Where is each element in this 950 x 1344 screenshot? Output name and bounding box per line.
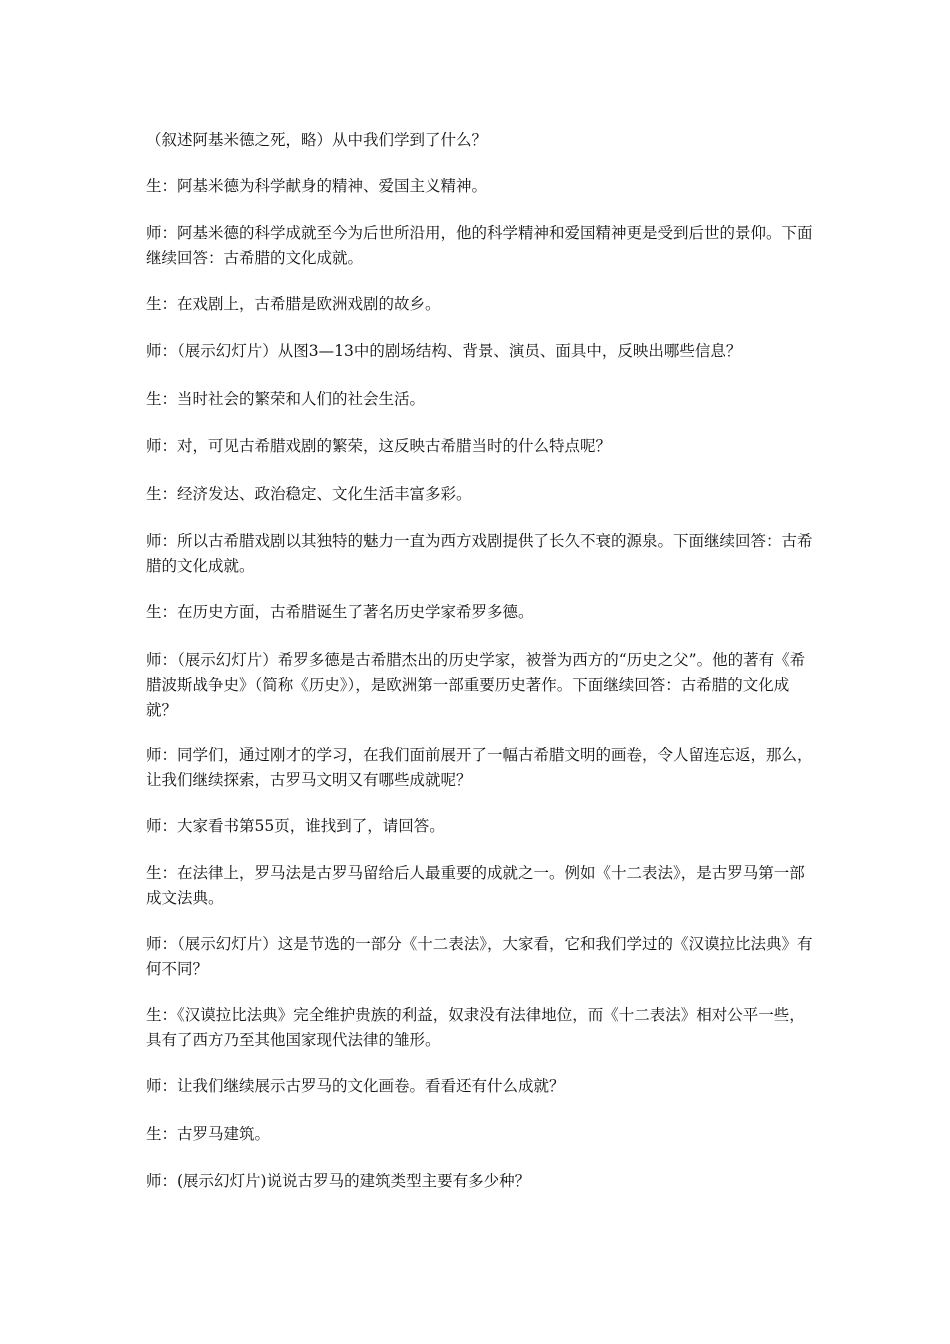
paragraph-2: 生：阿基米德为科学献身的精神、爱国主义精神。 bbox=[146, 177, 488, 195]
paragraph-4: 生：在戏剧上，古希腊是欧洲戏剧的故乡。 bbox=[146, 295, 441, 313]
paragraph-13: 师：大家看书第55页，谁找到了，请回答。 bbox=[146, 817, 445, 835]
paragraph-5: 师：（展示幻灯片）从图3—13中的剧场结构、背景、演员、面具中，反映出哪些信息？ bbox=[146, 342, 742, 360]
paragraph-19: 师：(展示幻灯片)说说古罗马的建筑类型主要有多少种？ bbox=[146, 1172, 531, 1190]
paragraph-12: 师：同学们，通过刚才的学习，在我们面前展开了一幅古希腊文明的画卷，令人留连忘返，那么，让我们继续探索，古罗马文明又有哪些成就呢？ bbox=[146, 746, 813, 789]
paragraph-6: 生：当时社会的繁荣和人们的社会生活。 bbox=[146, 390, 426, 408]
paragraph-16: 生：《汉谟拉比法典》完全维护贵族的利益，奴隶没有法律地位，而《十二表法》相对公平一些，具有了西方乃至其他国家现代法律的雏形。 bbox=[146, 1006, 805, 1049]
paragraph-17: 师：让我们继续展示古罗马的文化画卷。看看还有什么成就？ bbox=[146, 1077, 565, 1095]
paragraph-3: 师：阿基米德的科学成就至今为后世所沿用，他的科学精神和爱国精神更是受到后世的景仰。下面继续回答：古希腊的文化成就。 bbox=[146, 224, 813, 267]
paragraph-11: 师：（展示幻灯片）希罗多德是古希腊杰出的历史学家，被誉为西方的“历史之父”。他的著有《希腊波斯战争史》（简称《历史》），是欧洲第一部重要历史著作。下面继续回答：古希腊的文化成就？ bbox=[146, 651, 806, 719]
paragraph-18: 生：古罗马建筑。 bbox=[146, 1125, 271, 1143]
paragraph-7: 师：对，可见古希腊戏剧的繁荣，这反映古希腊当时的什么特点呢？ bbox=[146, 437, 612, 455]
paragraph-1: （叙述阿基米德之死，略）从中我们学到了什么？ bbox=[146, 131, 488, 149]
paragraph-14: 生：在法律上，罗马法是古罗马留给后人最重要的成就之一。例如《十二表法》，是古罗马第一部成文法典。 bbox=[146, 864, 805, 907]
paragraph-8: 生：经济发达、政治稳定、文化生活丰富多彩。 bbox=[146, 485, 472, 503]
paragraph-9: 师：所以古希腊戏剧以其独特的魅力一直为西方戏剧提供了长久不衰的源泉。下面继续回答：古希腊的文化成就。 bbox=[146, 532, 813, 575]
paragraph-15: 师：（展示幻灯片）这是节选的一部分《十二表法》，大家看，它和我们学过的《汉谟拉比法典》有何不同？ bbox=[146, 935, 813, 978]
paragraph-10: 生：在历史方面，古希腊诞生了著名历史学家希罗多德。 bbox=[146, 603, 534, 621]
